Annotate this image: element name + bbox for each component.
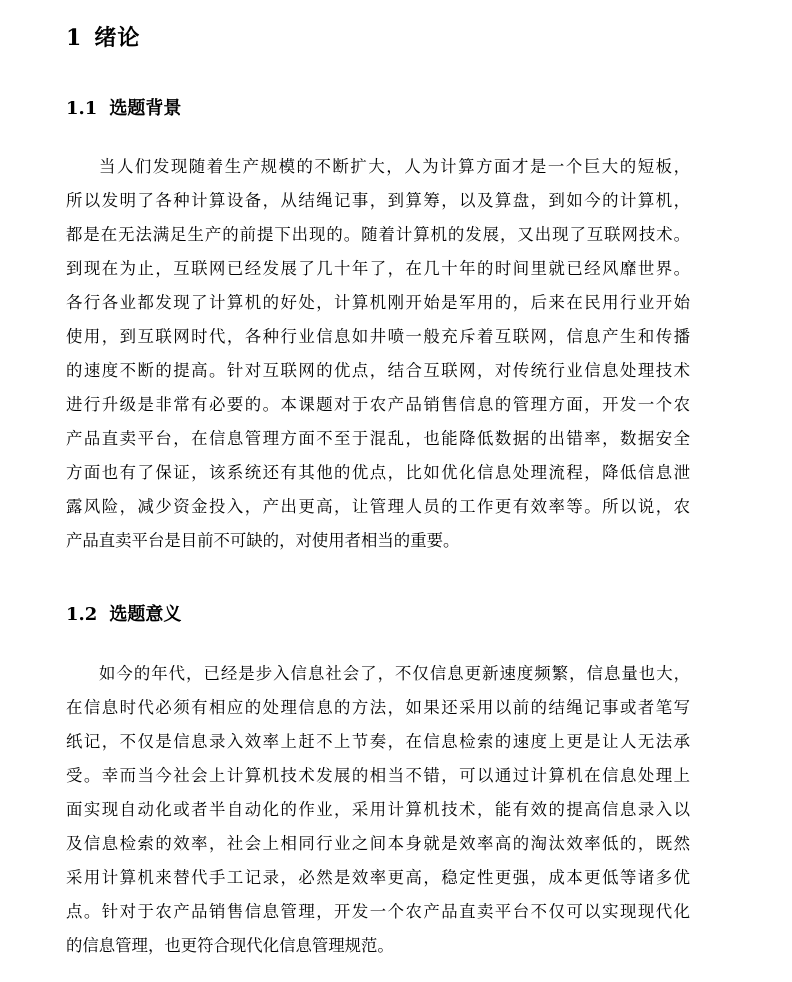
paragraph-line: 受。幸而当今社会上计算机技术发展的相当不错，可以通过计算机在信息处理上 <box>66 766 690 785</box>
paragraph-line: 在信息时代必须有相应的处理信息的方法，如果还采用以前的结绳记事或者笔写 <box>66 698 690 717</box>
paragraph-line: 各行各业都发现了计算机的好处，计算机刚开始是军用的，后来在民用行业开始 <box>66 293 690 312</box>
paragraph-line: 产品直卖平台是目前不可缺的，对使用者相当的重要。 <box>66 531 460 550</box>
paragraph-line: 的速度不断的提高。针对互联网的优点，结合互联网，对传统行业信息处理技术 <box>66 361 690 380</box>
section-title: 选题背景 <box>109 98 182 119</box>
section-number: 1.2 <box>66 604 98 625</box>
paragraph-line: 进行升级是非常有必要的。本课题对于农产品销售信息的管理方面，开发一个农 <box>66 395 690 414</box>
paragraph-line: 当人们发现随着生产规模的不断扩大，人为计算方面才是一个巨大的短板， <box>99 157 690 176</box>
chapter-title: 绪论 <box>94 25 141 51</box>
paragraph-line: 及信息检索的效率，社会上相同行业之间本身就是效率高的淘汰效率低的，既然 <box>66 834 690 853</box>
paragraph-line: 都是在无法满足生产的前提下出现的。随着计算机的发展，又出现了互联网技术。 <box>66 225 690 244</box>
paragraph-line: 面实现自动化或者半自动化的作业，采用计算机技术，能有效的提高信息录入以 <box>66 800 690 819</box>
paragraph-line: 所以发明了各种计算设备，从结绳记事，到算筹，以及算盘，到如今的计算机， <box>66 191 690 210</box>
background-paragraph <box>66 150 690 558</box>
paragraph-line: 如今的年代，已经是步入信息社会了，不仅信息更新速度频繁，信息量也大， <box>99 664 690 683</box>
paragraph-line: 方面也有了保证，该系统还有其他的优点，比如优化信息处理流程，降低信息泄 <box>66 463 690 482</box>
paragraph-line: 使用，到互联网时代，各种行业信息如井喷一般充斥着互联网，信息产生和传播 <box>66 327 690 346</box>
paragraph-line: 到现在为止，互联网已经发展了几十年了，在几十年的时间里就已经风靡世界。 <box>66 259 690 278</box>
chapter-heading <box>66 22 140 54</box>
significance-paragraph <box>66 657 690 963</box>
section-number: 1.1 <box>66 98 98 119</box>
chapter-number: 1 <box>66 25 83 51</box>
paragraph-line: 采用计算机来替代手工记录，必然是效率更高，稳定性更强，成本更低等诸多优 <box>66 868 690 887</box>
section-heading-significance <box>66 602 181 628</box>
paragraph-line: 露风险，减少资金投入，产出更高，让管理人员的工作更有效率等。所以说，农 <box>66 497 690 516</box>
paragraph-line: 产品直卖平台，在信息管理方面不至于混乱，也能降低数据的出错率，数据安全 <box>66 429 690 448</box>
section-heading-background <box>66 96 181 122</box>
section-title: 选题意义 <box>109 604 182 625</box>
paragraph-line: 纸记，不仅是信息录入效率上赶不上节奏，在信息检索的速度上更是让人无法承 <box>66 732 690 751</box>
paragraph-line: 的信息管理，也更符合现代化信息管理规范。 <box>66 936 394 955</box>
paragraph-line: 点。针对于农产品销售信息管理，开发一个农产品直卖平台不仅可以实现现代化 <box>66 902 690 921</box>
